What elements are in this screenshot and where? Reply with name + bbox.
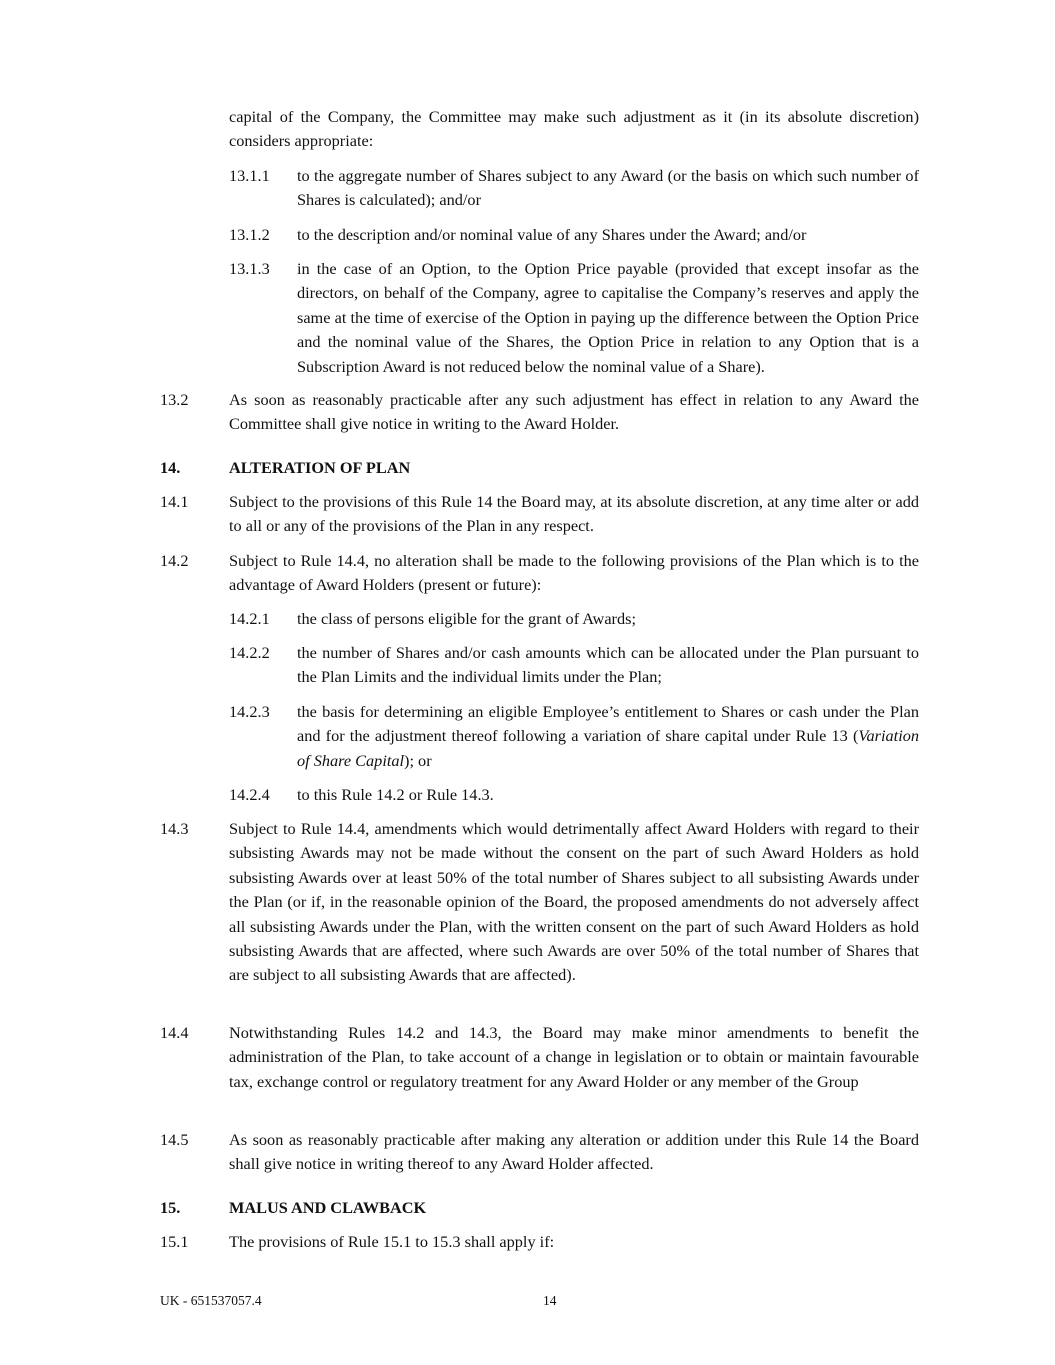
clause-14-1-text: Subject to the provisions of this Rule 14 the Board may, at its absolute discretion, at any time alter or add to all or any of the provisions of the Plan in any respect. bbox=[229, 492, 919, 536]
clause-number-14-5: 14.5 bbox=[160, 1130, 189, 1149]
clause-number-13-1-1: 13.1.1 bbox=[229, 166, 270, 185]
clause-number-13-2: 13.2 bbox=[160, 390, 189, 409]
section-number-15: 15. bbox=[160, 1198, 181, 1217]
footer-document-reference: UK - 651537057.4 bbox=[160, 1293, 262, 1308]
clause-number-14-4: 14.4 bbox=[160, 1023, 189, 1042]
rule-13-title-reference: Variation of Share Capital bbox=[297, 726, 919, 770]
clause-14-2-2-text: the number of Shares and/or cash amounts which can be allocated under the Plan pursuant to the Plan Limits and the individual limits under the Plan; bbox=[297, 643, 919, 687]
clause-14-2-4-text: to this Rule 14.2 or Rule 14.3. bbox=[297, 785, 494, 804]
clause-number-15-1: 15.1 bbox=[160, 1232, 189, 1251]
clause-14-2-3-text-start: the basis for determining an eligible Employee’s entitlement to Shares or cash under the Plan and for the adjustment thereof following a variation of share capital under Rule 13 ( bbox=[297, 702, 919, 746]
clause-14-2-text: Subject to Rule 14.4, no alteration shall be made to the following provisions of the Plan which is to the advantage of Award Holders (present or future): bbox=[229, 551, 919, 595]
clause-14-2-3-text bbox=[297, 700, 919, 773]
section-heading-15: MALUS AND CLAWBACK bbox=[229, 1198, 427, 1217]
clause-13-2-text: As soon as reasonably practicable after any such adjustment has effect in relation to any Award the Committee shall give notice in writing to the Award Holder. bbox=[229, 390, 919, 434]
clause-15-1-text: The provisions of Rule 15.1 to 15.3 shall apply if: bbox=[229, 1232, 555, 1251]
footer-page-number: 14 bbox=[543, 1293, 557, 1308]
clause-number-14-2-1: 14.2.1 bbox=[229, 609, 270, 628]
clause-number-14-2-2: 14.2.2 bbox=[229, 643, 270, 662]
clause-14-4-text: Notwithstanding Rules 14.2 and 14.3, the Board may make minor amendments to benefit the administration of the Plan, to take account of a change in legislation or to obtain or maintain favourable tax, exchange control or regulatory treatment for any Award Holder or any member of the Group bbox=[229, 1023, 919, 1091]
section-heading-14: ALTERATION OF PLAN bbox=[229, 458, 411, 477]
section-number-14: 14. bbox=[160, 458, 181, 477]
clause-13-1-1-text: to the aggregate number of Shares subject to any Award (or the basis on which such number of Shares is calculated); and/or bbox=[297, 166, 919, 210]
clause-14-3-text: Subject to Rule 14.4, amendments which would detrimentally affect Award Holders with regard to their subsisting Awards may not be made without the consent on the part of such Award Holders as hold subsisting Awards over at least 50% of the total number of Shares subject to all subsisting Awards under the Plan (or if, in the reasonable opinion of the Board, the proposed amendments do not adversely affect all subsisting Awards under the Plan, with the written consent on the part of such Award Holders as hold subsisting Awards that are affected, where such Awards are over 50% of the total number of Shares that are subject to all subsisting Awards that are affected). bbox=[229, 819, 919, 985]
clause-13-1-2-text: to the description and/or nominal value of any Shares under the Award; and/or bbox=[297, 225, 807, 244]
clause-14-5-text: As soon as reasonably practicable after making any alteration or addition under this Rule 14 the Board shall give notice in writing thereof to any Award Holder affected. bbox=[229, 1130, 919, 1174]
clause-number-14-2-4: 14.2.4 bbox=[229, 785, 270, 804]
clause-13-1-3-text: in the case of an Option, to the Option Price payable (provided that except insofar as the directors, on behalf of the Company, agree to capitalise the Company’s reserves and apply the same at the time of exercise of the Option in paying up the difference between the Option Price and the nominal value of the Shares, the Option Price in relation to any Option that is a Subscription Award is not reduced below the nominal value of a Share). bbox=[297, 259, 919, 376]
clause-number-13-1-3: 13.1.3 bbox=[229, 259, 270, 278]
clause-number-14-1: 14.1 bbox=[160, 492, 189, 511]
clause-14-2-3-text-end: ); or bbox=[404, 750, 432, 770]
clause-number-14-2: 14.2 bbox=[160, 551, 189, 570]
clause-number-13-1-2: 13.1.2 bbox=[229, 225, 270, 244]
clause-number-14-2-3: 14.2.3 bbox=[229, 702, 270, 721]
clause-number-14-3: 14.3 bbox=[160, 819, 189, 838]
clause-14-2-1-text: the class of persons eligible for the grant of Awards; bbox=[297, 609, 636, 628]
intro-paragraph: capital of the Company, the Committee may make such adjustment as it (in its absolute discretion) considers appropriate: bbox=[229, 107, 919, 151]
